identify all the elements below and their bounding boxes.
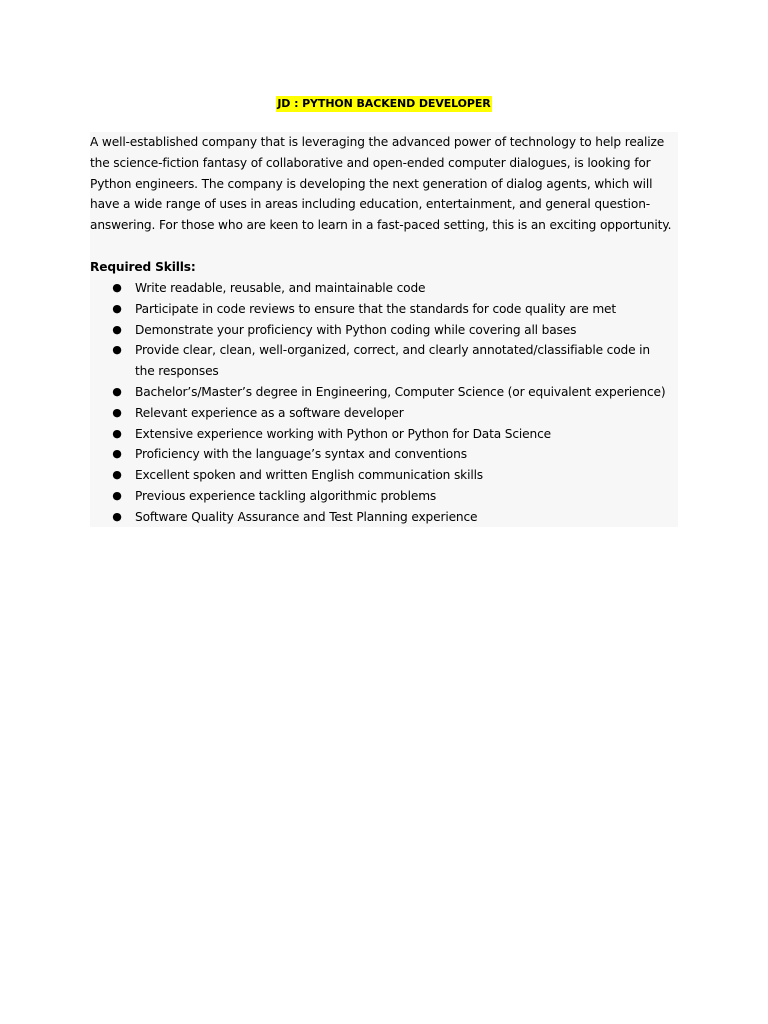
- bullet-icon: ●: [112, 509, 122, 523]
- document-title: JD : PYTHON BACKEND DEVELOPER: [277, 97, 491, 110]
- skill-item: [90, 320, 678, 341]
- skills-list: [90, 278, 678, 528]
- skill-text: Previous experience tackling algorithmic problems: [135, 488, 437, 503]
- bullet-icon: ●: [112, 405, 122, 419]
- bullet-icon: ●: [112, 488, 122, 502]
- bullet-icon: ●: [112, 322, 122, 336]
- skill-text: Extensive experience working with Python or Python for Data Science: [135, 426, 551, 441]
- bullet-icon: ●: [112, 301, 122, 315]
- skill-text: Software Quality Assurance and Test Planning experience: [135, 509, 478, 524]
- skill-text: Proficiency with the language’s syntax and conventions: [135, 447, 467, 462]
- skill-item: [90, 340, 678, 382]
- bullet-icon: ●: [112, 384, 122, 398]
- skill-text: Write readable, reusable, and maintainable code: [135, 281, 426, 295]
- bullet-icon: ●: [112, 447, 122, 461]
- skill-item: [90, 465, 678, 486]
- intro-paragraph: A well-established company that is leveraging the advanced power of technology to help realize the science-fiction fantasy of collaborative and open-ended computer dialogues, is looking for Python engineers. The company is developing the next generation of dialog agents, which will have a wide range of uses in areas including education, entertainment, and general question-answering. For those who are keen to learn in a fast-paced setting, this is an exciting opportunity.: [90, 135, 672, 233]
- bullet-icon: ●: [112, 281, 122, 294]
- skill-text: Bachelor’s/Master’s degree in Engineering, Computer Science (or equivalent experience): [135, 384, 666, 399]
- skill-text: Relevant experience as a software developer: [135, 405, 404, 420]
- bullet-icon: ●: [112, 468, 122, 482]
- skill-text: Participate in code reviews to ensure that the standards for code quality are met: [135, 301, 617, 316]
- skill-text: Demonstrate your proficiency with Python coding while covering all bases: [135, 322, 577, 337]
- skill-item: [90, 507, 678, 528]
- title-container: [0, 94, 768, 112]
- skill-text: Provide clear, clean, well-organized, correct, and clearly annotated/classifiable code in the responses: [135, 343, 650, 379]
- skill-item: [90, 424, 678, 445]
- skill-text: Excellent spoken and written English communication skills: [135, 468, 483, 483]
- skill-item: [90, 444, 678, 465]
- skill-item: [90, 403, 678, 424]
- skill-item: [90, 382, 678, 403]
- bullet-icon: ●: [112, 426, 122, 440]
- skill-item: [90, 278, 678, 299]
- bullet-icon: ●: [112, 343, 122, 357]
- required-skills-heading: Required Skills:: [90, 260, 196, 274]
- skill-item: [90, 486, 678, 507]
- skill-item: [90, 299, 678, 320]
